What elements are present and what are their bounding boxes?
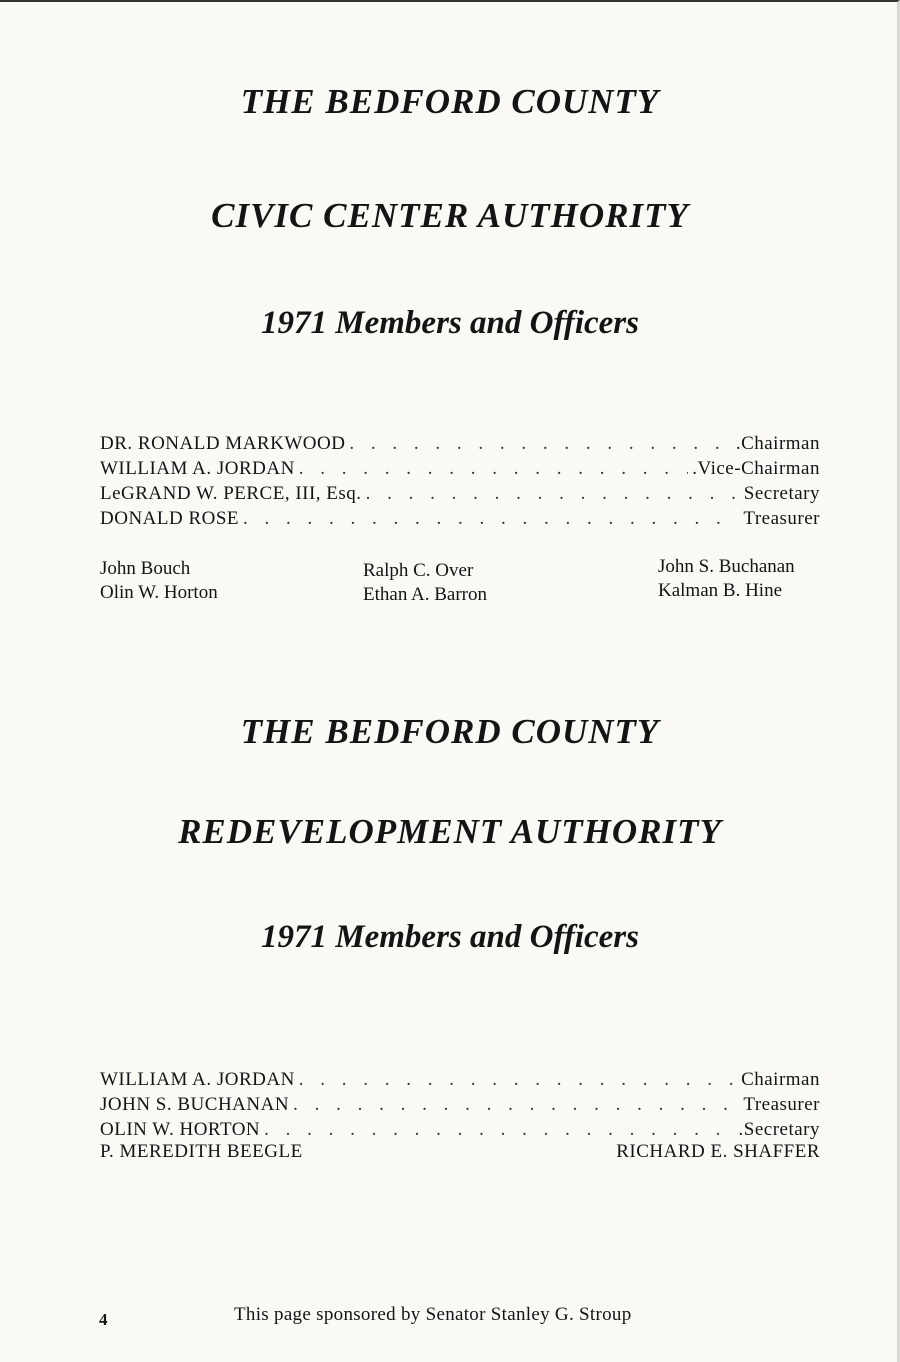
officer-row [100, 506, 820, 531]
civic-heading-county: THE BEDFORD COUNTY [240, 82, 660, 121]
civic-members-grid [100, 557, 820, 607]
civic-officers-list [100, 431, 820, 531]
officer-name: LeGRAND W. PERCE, III, Esq. [100, 483, 362, 504]
redev-heading-authority: REDEVELOPMENT AUTHORITY [178, 812, 722, 851]
leader-dots [299, 1067, 737, 1092]
officer-name: OLIN W. HORTON [100, 1119, 261, 1140]
member-name: John Bouch [100, 558, 191, 579]
officer-row [100, 431, 820, 456]
officer-name: JOHN S. BUCHANAN [100, 1094, 290, 1115]
officer-title: Chairman [741, 1069, 820, 1090]
officer-title: Secretary [743, 483, 820, 504]
redev-subheading: 1971 Members and Officers [261, 919, 639, 955]
member-name: P. MEREDITH BEEGLE [100, 1141, 303, 1162]
member-name: RICHARD E. SHAFFER [616, 1141, 820, 1162]
leader-dots [243, 506, 739, 531]
members-column-2 [363, 559, 487, 607]
officer-row [100, 456, 820, 481]
member-name: John S. Buchanan [658, 556, 795, 577]
leader-dots [366, 481, 740, 506]
officer-row [100, 1092, 820, 1117]
leader-dots [293, 1092, 739, 1117]
officer-title: .Vice-Chairman [692, 458, 820, 479]
officer-title: Treasurer [743, 1094, 820, 1115]
civic-subheading: 1971 Members and Officers [261, 305, 639, 341]
redev-officers-list [100, 1067, 820, 1142]
page-number: 4 [99, 1310, 108, 1329]
officer-row [100, 481, 820, 506]
member-name: Olin W. Horton [100, 582, 218, 603]
civic-heading-authority: CIVIC CENTER AUTHORITY [211, 196, 689, 235]
officer-title: Treasurer [743, 508, 820, 529]
officer-title: .Chairman [735, 433, 820, 454]
redev-members-row [100, 1141, 820, 1163]
member-name: Ralph C. Over [363, 560, 474, 581]
officer-row [100, 1117, 820, 1142]
officer-name: WILLIAM A. JORDAN [100, 1069, 295, 1090]
sponsor-line: This page sponsored by Senator Stanley G. Stroup [234, 1304, 632, 1325]
redev-heading-county: THE BEDFORD COUNTY [240, 712, 660, 751]
member-name: Kalman B. Hine [658, 580, 783, 601]
leader-dots [349, 431, 731, 456]
officer-name: DR. RONALD MARKWOOD [100, 433, 346, 454]
officer-name: DONALD ROSE [100, 508, 240, 529]
officer-name: WILLIAM A. JORDAN [100, 458, 295, 479]
officer-row [100, 1067, 820, 1092]
leader-dots [264, 1117, 734, 1142]
members-column-1 [100, 557, 218, 605]
leader-dots [299, 456, 688, 481]
member-name: Ethan A. Barron [363, 584, 488, 605]
members-column-3 [658, 555, 795, 603]
officer-title: .Secretary [738, 1119, 820, 1140]
